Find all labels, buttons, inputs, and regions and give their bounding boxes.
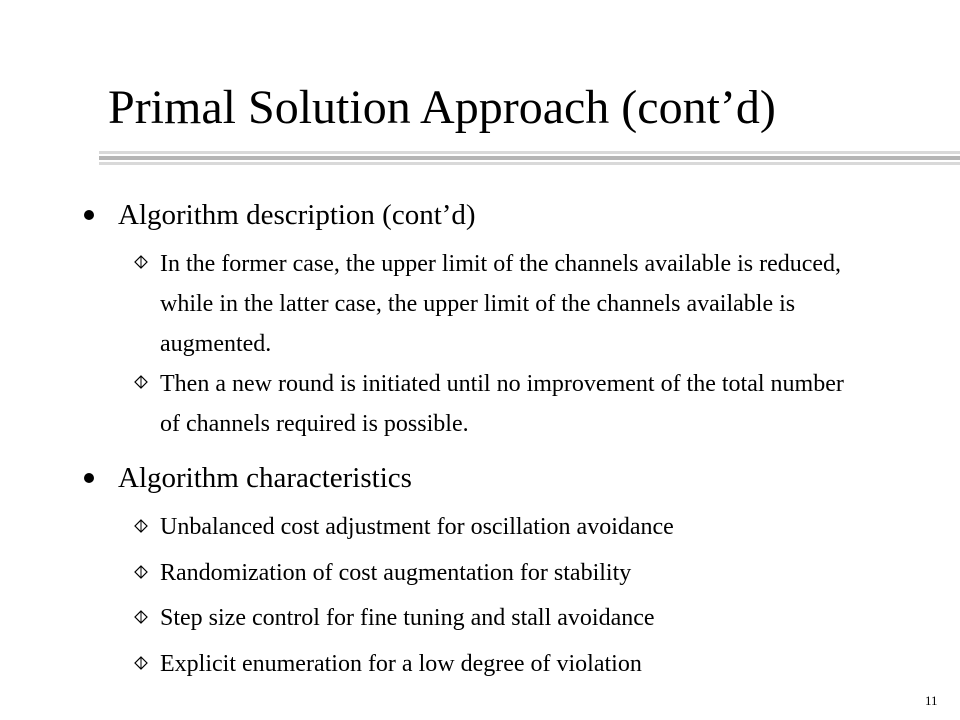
- diamond-bullet-icon: [134, 565, 148, 579]
- diamond-bullet-icon: [134, 255, 148, 269]
- diamond-bullet-icon: [134, 610, 148, 624]
- page-number: 11: [925, 693, 938, 708]
- list-item: Explicit enumeration for a low degree of violation: [160, 651, 642, 677]
- filled-circle-bullet-icon: [84, 473, 94, 483]
- title-divider-line: [99, 156, 960, 160]
- title-divider-line: [99, 151, 960, 154]
- filled-circle-bullet-icon: [84, 210, 94, 220]
- diamond-bullet-icon: [134, 375, 148, 389]
- slide-title: Primal Solution Approach (cont’d): [108, 81, 776, 134]
- list-item: Randomization of cost augmentation for stability: [160, 560, 632, 586]
- list-item: Unbalanced cost adjustment for oscillation avoidance: [160, 514, 674, 540]
- list-item: In the former case, the upper limit of the channels available is reduced, while in the latter case, the upper limit of the channels available is augmented.: [160, 251, 842, 357]
- diamond-bullet-icon: [134, 656, 148, 670]
- title-divider-line: [99, 162, 960, 165]
- section-heading: Algorithm description (cont’d): [118, 199, 476, 231]
- list-item: Step size control for fine tuning and stall avoidance: [160, 605, 655, 631]
- section-heading: Algorithm characteristics: [118, 462, 412, 494]
- list-item: Then a new round is initiated until no improvement of the total number of channels required is possible.: [160, 371, 844, 437]
- diamond-bullet-icon: [134, 519, 148, 533]
